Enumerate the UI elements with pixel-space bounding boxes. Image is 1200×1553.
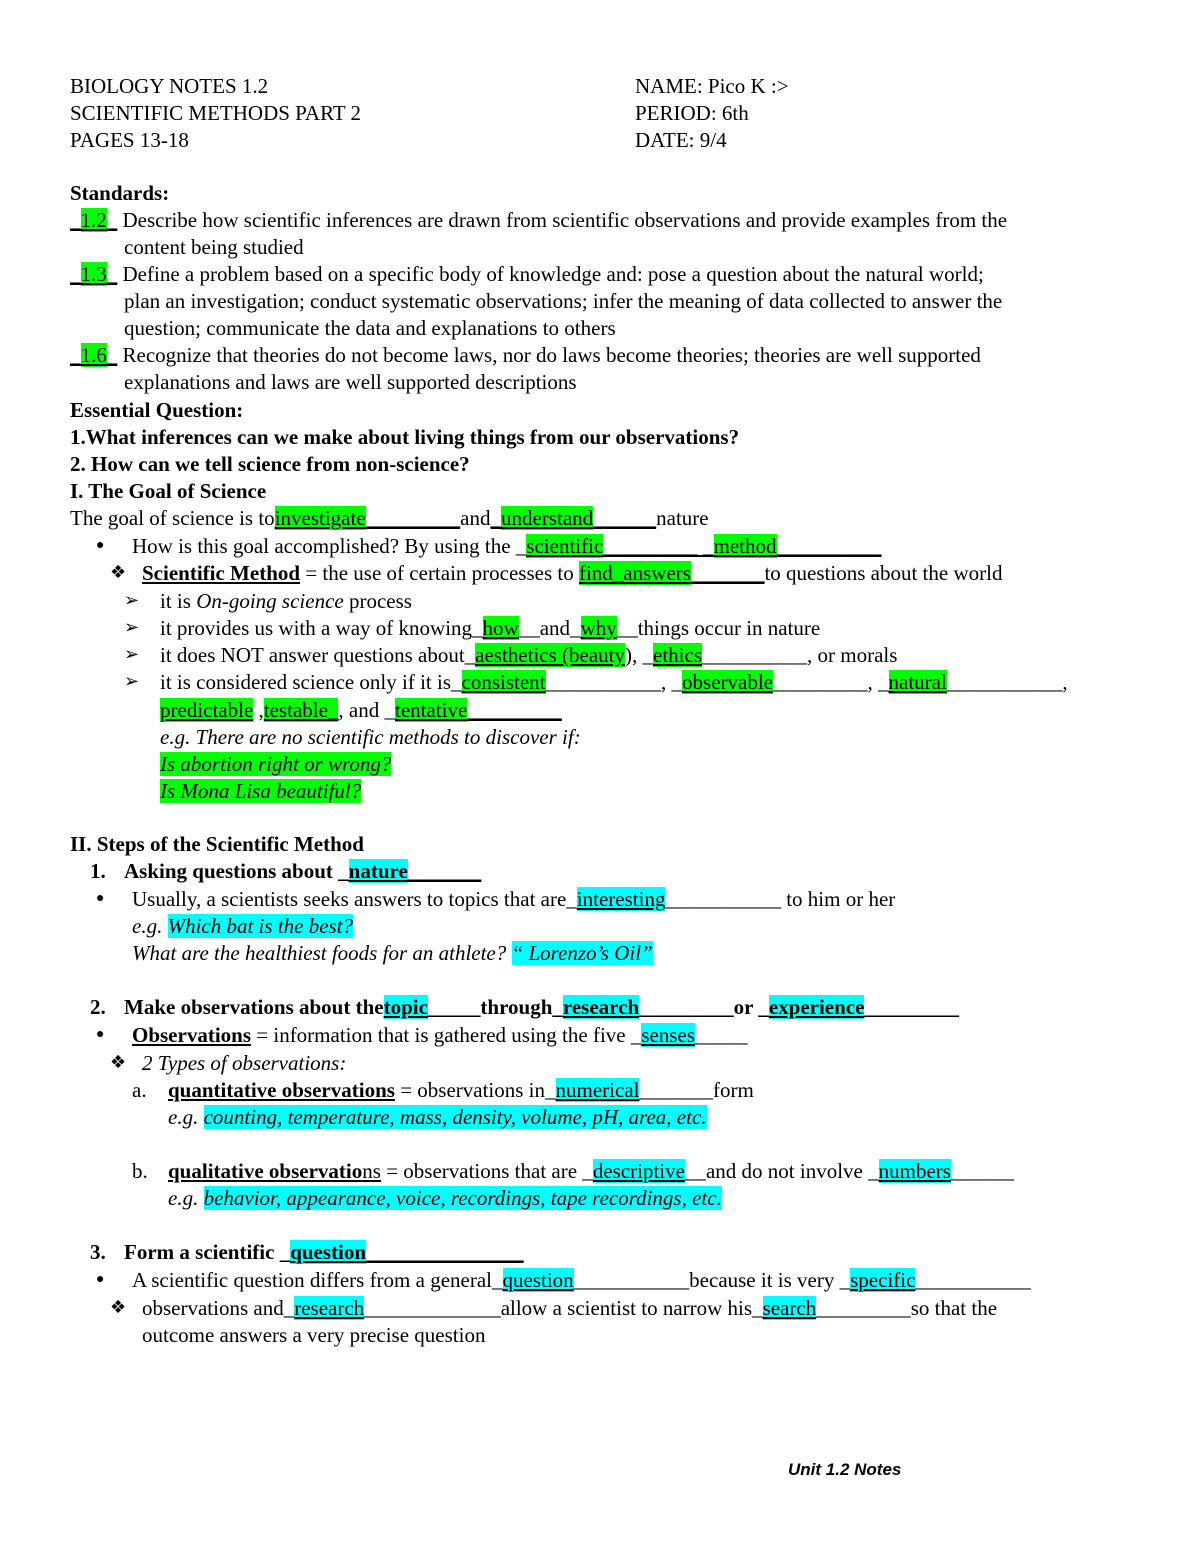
answer-senses: senses xyxy=(641,1023,696,1047)
example-item: Is abortion right or wrong? xyxy=(160,752,392,776)
list-item: Usually, a scientists seeks answers to topics that are_interesting___________ to him or her xyxy=(132,887,896,911)
list-item-continued: outcome answers a very precise question xyxy=(142,1323,486,1347)
standards-heading: Standards: xyxy=(70,181,170,205)
answer-predictable: predictable xyxy=(160,698,254,722)
essential-heading: Essential Question: xyxy=(70,398,244,422)
doc-pages: PAGES 13-18 xyxy=(70,128,189,152)
goal-how-line: How is this goal accomplished? By using the _scientific_________ _method__________ xyxy=(132,534,882,558)
standard-text: Recognize that theories do not become laws, nor do laws become theories; theories are well supported xyxy=(122,343,981,367)
standard-text: content being studied xyxy=(124,235,304,259)
answer-natural: natural xyxy=(888,670,947,694)
step-number: 3. xyxy=(90,1240,106,1264)
answer-how: how xyxy=(482,616,519,640)
answer-descriptive: descriptive xyxy=(592,1159,685,1183)
arrow-bullet-icon: ➢ xyxy=(124,590,140,611)
arrow-bullet-icon: ➢ xyxy=(124,644,140,665)
step-3: Form a scientific _question_______________ xyxy=(124,1240,524,1264)
essential-question-1: 1.What inferences can we make about living things from our observations? xyxy=(70,425,740,449)
standard-text: Define a problem based on a specific body of knowledge and: pose a question about the natural world; xyxy=(122,262,984,286)
name-field: NAME: Pico K :> xyxy=(635,74,789,98)
bullet-icon: ● xyxy=(96,538,105,553)
list-item: A scientific question differs from a general_question___________because it is very _specific___________ xyxy=(132,1268,1031,1292)
answer-testable: testable_ xyxy=(263,698,339,722)
answer-experience: experience xyxy=(768,995,865,1019)
standard-text: question; communicate the data and explanations to others xyxy=(124,316,616,340)
answer-nature: nature xyxy=(348,859,408,883)
goal-line: The goal of science is toinvestigate_________and_understand______nature xyxy=(70,506,709,530)
standard-1-2: _1.2_ Describe how scientific inferences are drawn from scientific observations and provide examples from the xyxy=(70,208,1008,232)
list-item: it is considered science only if it is_consistent___________, _observable_________, _natural___________, xyxy=(160,670,1068,694)
list-item: it does NOT answer questions about_aesthetics (beauty), _ethics__________, or morals xyxy=(160,643,898,667)
list-item: it is On-going science process xyxy=(160,589,412,613)
example-item: Is Mona Lisa beautiful? xyxy=(160,779,362,803)
answer-research: research xyxy=(562,995,640,1019)
standard-text: Describe how scientific inferences are drawn from scientific observations and provide examples from the xyxy=(122,208,1008,232)
doc-subtitle: SCIENTIFIC METHODS PART 2 xyxy=(70,101,362,125)
standard-1-3: _1.3_ Define a problem based on a specific body of knowledge and: pose a question about the natural world; xyxy=(70,262,984,286)
arrow-bullet-icon: ➢ xyxy=(124,671,140,692)
answer-question: question xyxy=(502,1268,574,1292)
page-footer: Unit 1.2 Notes xyxy=(788,1460,902,1479)
standard-code: 1.3 xyxy=(80,262,107,286)
answer-specific: specific xyxy=(850,1268,916,1292)
answer-topic: topic xyxy=(383,995,428,1019)
step-number: 1. xyxy=(90,859,106,883)
date-field: DATE: 9/4 xyxy=(635,128,727,152)
example-intro: e.g. There are no scientific methods to discover if: xyxy=(160,725,581,749)
example-item: e.g. behavior, appearance, voice, recordings, tape recordings, etc. xyxy=(168,1186,722,1210)
answer-observable: observable xyxy=(682,670,773,694)
answer-method: method xyxy=(713,534,777,558)
answer-numerical: numerical xyxy=(555,1078,640,1102)
answer-tentative: tentative xyxy=(395,698,468,722)
diamond-bullet-icon: ❖ xyxy=(110,1052,127,1073)
example-item: e.g. Which bat is the best? xyxy=(132,914,354,938)
answer-numbers: numbers xyxy=(878,1159,951,1183)
answer-why: why xyxy=(580,616,617,640)
bullet-icon: ● xyxy=(96,1027,105,1042)
observations-definition: Observations = information that is gathered using the five _senses_____ xyxy=(132,1023,748,1047)
diamond-bullet-icon: ❖ xyxy=(110,562,127,583)
bullet-icon: ● xyxy=(96,1272,105,1287)
quantitative-definition: quantitative observations = observations in_numerical_______form xyxy=(168,1078,754,1102)
types-heading: 2 Types of observations: xyxy=(142,1051,347,1075)
period-field: PERIOD: 6th xyxy=(635,101,749,125)
list-item: observations and_research_____________allow a scientist to narrow his_search_________so that the xyxy=(142,1296,998,1320)
step-number: 2. xyxy=(90,995,106,1019)
answer-investigate: investigate xyxy=(274,506,366,530)
example-item: e.g. counting, temperature, mass, density, volume, pH, area, etc. xyxy=(168,1105,707,1129)
bullet-icon: ● xyxy=(96,891,105,906)
step-2: Make observations about thetopic_____through_research_________or _experience_________ xyxy=(124,995,959,1019)
answer-find-answers: find_answers xyxy=(578,561,691,585)
list-item-continued: predictable ,testable_, and _tentative_________ xyxy=(160,698,562,722)
diamond-bullet-icon: ❖ xyxy=(110,1297,127,1318)
answer-scientific: scientific xyxy=(526,534,604,558)
answer-consistent: consistent xyxy=(461,670,546,694)
standard-text: plan an investigation; conduct systematic observations; infer the meaning of data collected to answer the xyxy=(124,289,1003,313)
list-item: it provides us with a way of knowing_how__and_why__things occur in nature xyxy=(160,616,821,640)
example-item: What are the healthiest foods for an athlete? “ Lorenzo’s Oil” xyxy=(132,941,653,965)
section-heading: II. Steps of the Scientific Method xyxy=(70,832,364,856)
answer-understand: understand xyxy=(501,506,594,530)
doc-title: BIOLOGY NOTES 1.2 xyxy=(70,74,269,98)
step-1: Asking questions about _nature_______ xyxy=(124,859,482,883)
answer-interesting: interesting xyxy=(576,887,666,911)
standard-1-6: _1.6_ Recognize that theories do not become laws, nor do laws become theories; theories are well supported xyxy=(70,343,981,367)
answer-question: question xyxy=(290,1240,367,1264)
list-letter: b. xyxy=(132,1159,148,1183)
standard-code: 1.6 xyxy=(80,343,107,367)
standard-code: 1.2 xyxy=(80,208,107,232)
answer-ethics: ethics xyxy=(653,643,702,667)
list-letter: a. xyxy=(132,1078,147,1102)
scientific-method-definition: Scientific Method = the use of certain processes to find_answers_______to questions about the world xyxy=(142,561,1003,585)
essential-question-2: 2. How can we tell science from non-science? xyxy=(70,452,470,476)
answer-research: research xyxy=(294,1296,365,1320)
arrow-bullet-icon: ➢ xyxy=(124,617,140,638)
standard-text: explanations and laws are well supported descriptions xyxy=(124,370,577,394)
answer-search: search xyxy=(762,1296,817,1320)
section-heading: I. The Goal of Science xyxy=(70,479,267,503)
qualitative-definition: qualitative observations = observations that are _descriptive__and do not involve _numbers______ xyxy=(168,1159,1014,1183)
answer-aesthetics: aesthetics (beauty xyxy=(475,643,626,667)
